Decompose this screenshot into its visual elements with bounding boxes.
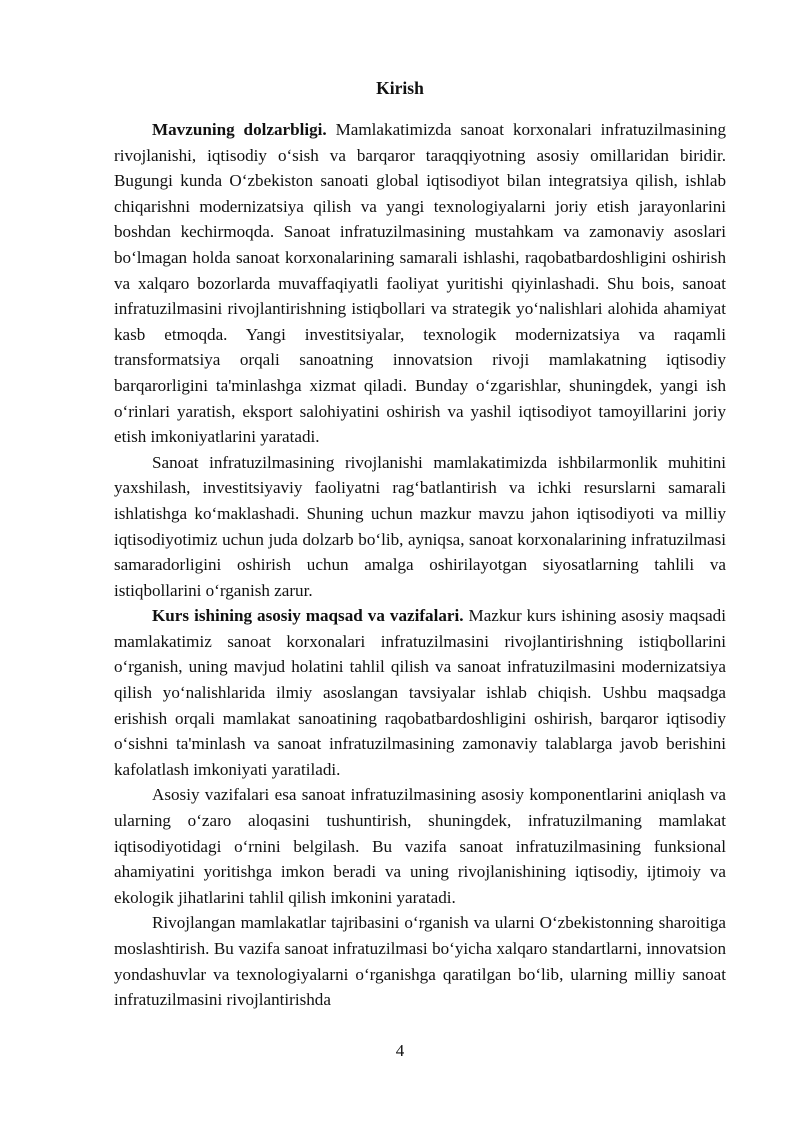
paragraph-text: Asosiy vazifalari esa sanoat infratuzilmasining asosiy komponentlarini aniqlash va ularning o‘zaro aloqasini tushuntirish, shuningdek, infratuzilmaning mamlakat iqtisodiyotidagi o‘rnini belgilash. Bu vazifa sanoat infratuzilmasining funksional ahamiyatini yoritishga imkon beradi va uning rivojlanishining iqtisodiy, ijtimoiy va ekologik jihatlarini tahlil qilish imkonini yaratadi. bbox=[114, 785, 726, 907]
body-text bbox=[114, 117, 726, 1013]
paragraph-text: Sanoat infratuzilmasining rivojlanishi mamlakatimizda ishbilarmonlik muhitini yaxshilash, investitsiyaviy faoliyatni rag‘batlantirish va ichki resurslarni samarali ishlatishga ko‘maklashadi. Shuning uchun mazkur mavzu jahon iqtisodiyoti va milliy iqtisodiyotimiz uchun juda dolzarb bo‘lib, ayniqsa, sanoat korxonalarining infratuzilmasi samaradorligini oshirish uchun amalga oshirilayotgan siyosatlarning tahlili va istiqbollarini o‘rganish zarur. bbox=[114, 452, 726, 600]
paragraph-lead: Kurs ishining asosiy maqsad va vazifalari. bbox=[152, 606, 464, 626]
paragraph-foreign-experience bbox=[114, 910, 726, 1012]
paragraph-relevance bbox=[114, 117, 726, 450]
paragraph-goals bbox=[114, 603, 726, 782]
paragraph-text: Rivojlangan mamlakatlar tajribasini o‘rganish va ularni O‘zbekistonning sharoitiga moslashtirish. Bu vazifa sanoat infratuzilmasi bo‘yicha xalqaro standartlarni, innovatsion yondashuvlar va texnologiyalarni o‘rganishga qaratilgan bo‘lib, ularning milliy sanoat infratuzilmasini rivojlantirishda bbox=[114, 913, 726, 1010]
paragraph-text: Mazkur kurs ishining asosiy maqsadi mamlakatimiz sanoat korxonalari infratuzilmasini rivojlantirishning istiqbollarini o‘rganish, uning mavjud holatini tahlil qilish va sanoat infratuzilmasini modernizatsiya qilish yo‘nalishlarida ilmiy asoslangan tavsiyalar ishlab chiqish. Ushbu maqsadga erishish orqali mamlakat sanoatining raqobatbardoshligini oshirish, barqaror iqtisodiy o‘sishni ta'minlash va sanoat infratuzilmasining zamonaviy talablarga javob berishini kafolatlash imkoniyati yaratiladi. bbox=[114, 606, 726, 779]
paragraph-text: Mamlakatimizda sanoat korxonalari infratuzilmasining rivojlanishi, iqtisodiy o‘sish va barqaror taraqqiyotning asosiy omillaridan biridir. Bugungi kunda O‘zbekiston sanoati global iqtisodiyot bilan integratsiya qilish, ishlab chiqarishni modernizatsiya qilish va yangi texnologiyalarni joriy etish jarayonlarini boshdan kechirmoqda. Sanoat infratuzilmasining mustahkam va zamonaviy asoslari bo‘lmagan holda sanoat korxonalarining samarali ishlashi, raqobatbardoshligini oshirish va xalqaro bozorlarda muvaffaqiyatli faoliyat yuritishi qiyinlashadi. Shu bois, sanoat infratuzilmasini rivojlantirishning istiqbollari va strategik yo‘nalishlari alohida ahamiyat kasb etmoqda. Yangi investitsiyalar, texnologik modernizatsiya va raqamli transformatsiya orqali sanoatning innovatsion rivoji mamlakatning iqtisodiy barqarorligini ta'minlashga xizmat qiladi. Bunday o‘zgarishlar, shuningdek, yangi ish o‘rinlari yaratish, eksport salohiyatini oshirish va yashil iqtisodiyot tamoyillarini joriy etish imkoniyatlarini yaratadi. bbox=[114, 120, 726, 447]
paragraph-infrastructure-development bbox=[114, 450, 726, 604]
paragraph-lead: Mavzuning dolzarbligi. bbox=[152, 120, 327, 139]
page-title: Kirish bbox=[376, 78, 424, 98]
page-number: 4 bbox=[395, 1041, 405, 1060]
paragraph-tasks bbox=[114, 782, 726, 910]
